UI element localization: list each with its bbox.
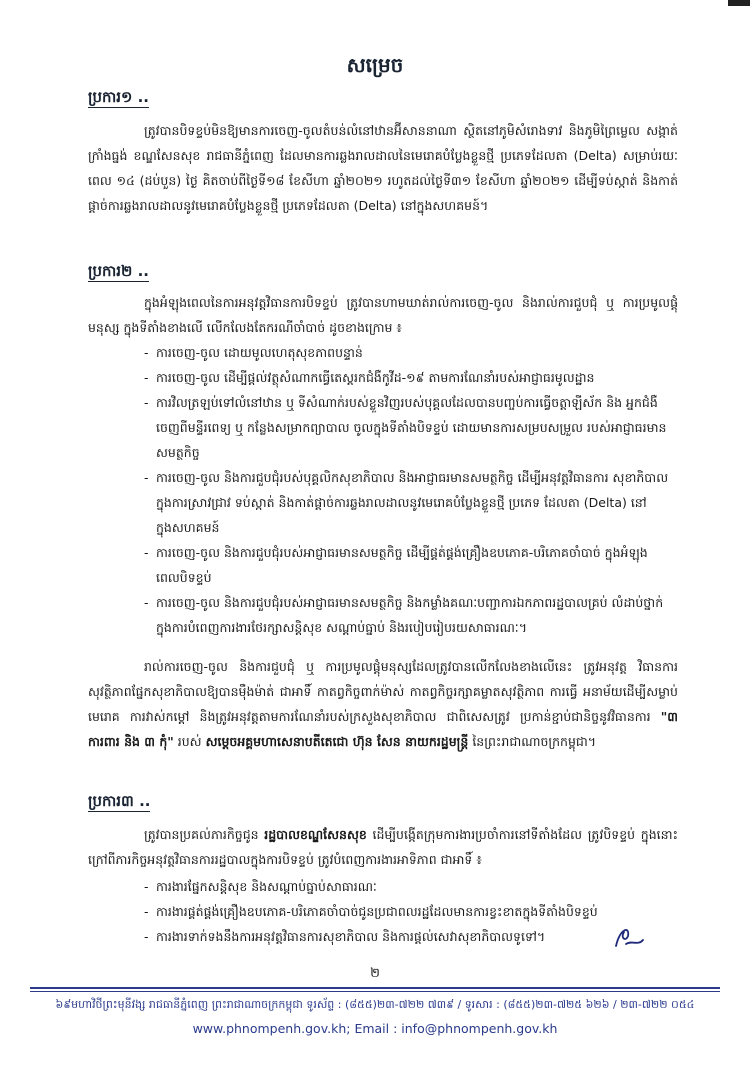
- task-item-3: - ការងារទាក់ទងនឹងការអនុវត្តវិធានការសុខាភិបាល និងការផ្ដល់សេវាសុខាភិបាលទូទៅ។: [144, 924, 680, 949]
- closing-part-3: នៃព្រះរាជាណាចក្រកម្ពុជា។: [472, 734, 597, 749]
- task-list: [144, 874, 680, 949]
- closing-part-2: របស់: [177, 734, 202, 749]
- footer-web: www.phnompenh.gov.kh; Email : info@phnompenh.gov.kh: [192, 1021, 558, 1036]
- article-2-heading: [88, 262, 149, 284]
- exception-item-6: - ការចេញ-ចូល និងការជួបជុំរបស់អាជ្ញាធរមានសមត្ថកិច្ច និងកម្លាំងគណៈបញ្ជាការឯកភាពរដ្ឋបាលគ្រប់ លំដាប់ថ្នាក់ ក្នុងការបំពេញការងារថែរក្សាសន្តិសុខ សណ្ដាប់ធ្នាប់ និងរបៀបរៀបរយសាធារណៈ។: [144, 590, 680, 640]
- article-3-body-part-1: ត្រូវបានប្រគល់ភារកិច្ចជូន: [144, 827, 259, 842]
- corner-mark: [728, 0, 750, 6]
- exception-item-1: - ការចេញ-ចូល ដោយមូលហេតុសុខភាពបន្ទាន់: [144, 340, 680, 365]
- prime-minister-name: សម្ដេចអគ្គមហាសេនាបតីតេជោ ហ៊ុន សែន នាយករដ្ឋមន្ត្រី: [205, 734, 469, 749]
- initials-signature: [612, 924, 646, 950]
- task-item-1: - ការងារផ្នែកសន្តិសុខ និងសណ្ដាប់ធ្នាប់សាធារណៈ: [144, 874, 680, 899]
- article-1-body: ត្រូវបានបិទខ្ទប់មិនឱ្យមានការចេញ-ចូលតំបន់លំនៅឋានអ៊ីសាននាណា ស្ថិតនៅភូមិសំរោងទាវ និងភូមិព្រៃម្លេល សង្កាត់ក្រាំងធ្នង់ ខណ្ឌសែនសុខ រាជធានីភ្នំពេញ ដែលមានការឆ្លងរាលដាលនៃមេរោគបំប្លែងខ្លួនថ្មី ប្រភេទដែលតា (Delta) សម្រាប់រយៈពេល ១៤ (ដប់បួន) ថ្ងៃ គិតចាប់ពីថ្ងៃទី១៨ ខែសីហា ឆ្នាំ២០២១ រហូតដល់ថ្ងៃទី៣១ ខែសីហា ឆ្នាំ២០២១ ដើម្បីទប់ស្កាត់ និងកាត់ផ្ដាច់ការឆ្លងរាលដាលនូវមេរោគបំប្លែងខ្លួនថ្មី ប្រភេទដែលតា (Delta) នៅក្នុងសហគមន៍។: [88, 123, 678, 213]
- closing-part-1: រាល់ការចេញ-ចូល និងការជួបជុំ ឬ ការប្រមូលផ្ដុំមនុស្សដែលត្រូវបានលើកលែងខាងលើនេះ ត្រូវអនុវត្ត វិធានការសុវត្ថិភាពផ្នែកសុខាភិបាលឱ្យបានម៉ឺងម៉ាត់ ជាអាទិ៍ កាតព្វកិច្ចពាក់ម៉ាស់ កាតព្វកិច្ចរក្សាគម្លាតសុវត្ថិភាព ការធ្វើ អនាម័យដើម្បីសម្លាប់មេរោគ ការវាស់កម្ដៅ និងត្រូវអនុវត្តតាមការណែនាំរបស់ក្រសួងសុខាភិបាល ជាពិសេសត្រូវ ប្រកាន់ខ្ជាប់ជានិច្ចនូវវិធានការ: [88, 659, 678, 724]
- article-2-heading-text: ប្រការ២ ..: [88, 262, 150, 280]
- article-2-intro: ក្នុងអំឡុងពេលនៃការអនុវត្តវិធានការបិទខ្ទប់ ត្រូវបានហាមឃាត់រាល់ការចេញ-ចូល និងរាល់ការជួបជុំ ឬ ការប្រមូលផ្ដុំមនុស្ស ក្នុងទីតាំងខាងលើ លើកលែងតែករណីចាំបាច់ ដូចខាងក្រោម ៖: [88, 295, 678, 335]
- footer-divider: [30, 987, 720, 989]
- footer-divider-thin: [30, 991, 720, 992]
- article-3-body: [88, 822, 678, 872]
- footer-address: ៦៩មហាវិថីព្រះមុនីវង្ស រាជធានីភ្នំពេញ ព្រះរាជាណាចក្រកម្ពុជា ទូរស័ព្ទ : (៨៥៥)២៣-៧២២ ៧៣៩ / ទូរសារ : (៨៥៥)២៣-៧២៥ ៦២៦ / ២៣-៧២២ ០៥៤: [55, 998, 695, 1011]
- task-item-2: - ការងារផ្គត់ផ្គង់គ្រឿងឧបភោគ-បរិភោគចាំបាច់ជូនប្រជាពលរដ្ឋដែលមានការខ្វះខាតក្នុងទីតាំងបិទខ្ទប់: [144, 899, 680, 924]
- exception-item-4: - ការចេញ-ចូល និងការជួបជុំរបស់បុគ្គលិកសុខាភិបាល និងអាជ្ញាធរមានសមត្ថកិច្ច ដើម្បីអនុវត្តវិធានការ សុខាភិបាល ក្នុងការស្រាវជ្រាវ ទប់ស្កាត់ និងកាត់ផ្ដាច់ការឆ្លងរាលដាលនូវមេរោគបំប្លែងខ្លួនថ្មី ប្រភេទ ដែលតា (Delta) នៅក្នុងសហគមន៍: [144, 465, 680, 540]
- article-1-heading: [88, 88, 149, 110]
- page-number: ២: [370, 966, 380, 981]
- article-3-heading: [88, 792, 150, 814]
- article-3-heading-text: ប្រការ៣ ..: [88, 792, 151, 810]
- closing-quote: "៣ ការពារ និង ៣ កុំ": [88, 709, 678, 749]
- article-2-closing: [88, 654, 678, 754]
- decision-title: សម្រេច: [346, 53, 404, 77]
- district-administration: រដ្ឋបាលខណ្ឌសែនសុខ: [264, 827, 367, 842]
- article-3-body-part-2: ដើម្បីបង្កើតក្រុមការងារប្រចាំការនៅទីតាំងដែល ត្រូវបិទខ្ទប់ ក្នុងនោះ ក្រៅពីភារកិច្ចអនុវត្តវិធានការរដ្ឋបាលក្នុងការបិទខ្ទប់ ត្រូវបំពេញការងារអាទិភាព ជាអាទិ៍ ៖: [88, 827, 678, 867]
- exception-item-5: - ការចេញ-ចូល និងការជួបជុំរបស់អាជ្ញាធរមានសមត្ថកិច្ច ដើម្បីផ្គត់ផ្គង់គ្រឿងឧបភោគ-បរិភោគចាំបាច់ ក្នុងអំឡុងពេលបិទខ្ទប់: [144, 540, 680, 590]
- exception-item-3: - ការវិលត្រឡប់ទៅលំនៅឋាន ឬ ទីសំណាក់របស់ខ្លួនវិញរបស់បុគ្គលដែលបានបញ្ចប់ការធ្វើចត្តាឡីស័ក និង អ្នកជំងឺចេញពីមន្ទីរពេទ្យ ឬ កន្លែងសម្រាកព្យាបាល ចូលក្នុងទីតាំងបិទខ្ទប់ ដោយមានការសម្របសម្រួល របស់អាជ្ញាធរមានសមត្ថកិច្ច: [144, 390, 680, 465]
- exception-item-2: - ការចេញ-ចូល ដើម្បីផ្ដល់វត្ថុសំណាកធ្វើតេស្ដរកជំងឺកូវីដ-១៩ តាមការណែនាំរបស់អាជ្ញាធរមូលដ្ឋាន: [144, 365, 680, 390]
- exception-list: [144, 340, 680, 640]
- article-1-heading-text: ប្រការ១ ..: [88, 88, 150, 106]
